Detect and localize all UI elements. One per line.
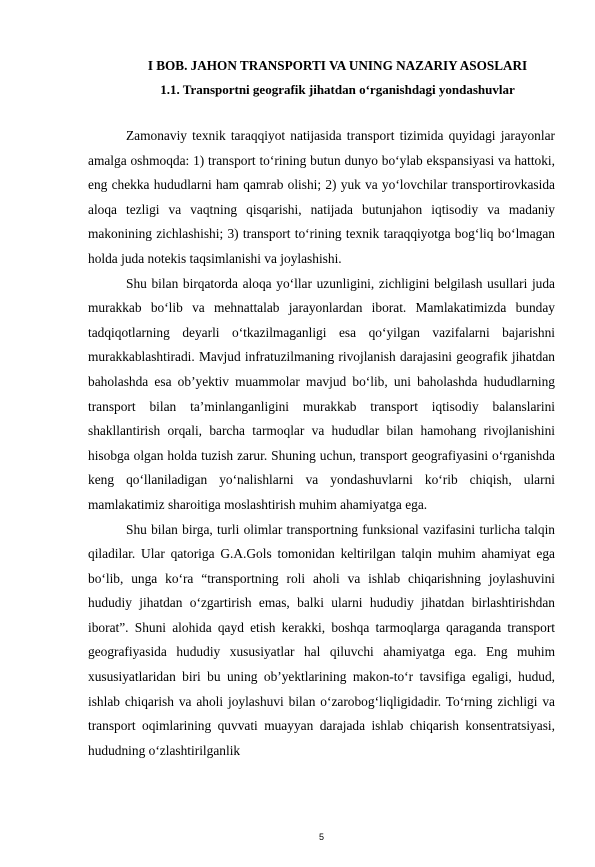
body-text [88,124,555,763]
page-number: 5 [318,832,324,842]
paragraph: Zamonaviy texnik taraqqiyot natijasida transport tizimida quyidagi jarayonlar amalga oshmoqda: 1) transport to‘rining butun dunyo bo‘ylab ekspansiyasi va hattoki, eng chekka hududlarni ham qamrab olishi; 2) yuk va yo‘lovchilar transportirovkasida aloqa tezligi va vaqtning qisqarishi, natijada butunjahon iqtisodiy va madaniy makonining zichlashishi; 3) transport to‘rining texnik taraqqiyotga bog‘liq bo‘lmagan holda juda notekis taqsimlanishi va joylashishi. [88,128,555,266]
paragraph: Shu bilan birga, turli olimlar transportning funksional vazifasini turlicha talqin qiladilar. Ular qatoriga G.A.Gols tomonidan keltirilgan talqin muhim ahamiyat ega bo‘lib, unga ko‘ra “transportning roli aholi va ishlab chiqarishning joylashuvini hududiy jihatdan o‘zgartirish emas, balki ularni hududiy jihatdan birlashtirishdan iborat”. Shuni alohida qayd etish kerakki, boshqa tarmoqlarga qaraganda transport geografiyasida hududiy xususiyatlar hal qiluvchi ahamiyatga ega. Eng muhim xususiyatlaridan biri bu uning ob’yektlarining makon-to‘r tavsifiga egaligi, hudud, ishlab chiqarish va aholi joylashuvi bilan o‘zarobog‘liqligidadir. To‘rning zichligi va transport oqimlarining quvvati muayyan darajada ishlab chiqarish konsentratsiyasi, hududning o‘zlashtirilganlik [88,521,555,758]
section-title: 1.1. Transportni geografik jihatdan o‘rganishdagi yondashuvlar [160,82,515,97]
paragraph: Shu bilan birqatorda aloqa yo‘llar uzunligini, zichligini belgilash usullari juda murakkab bo‘lib va mehnattalab jarayonlardan iborat. Mamlakatimizda bunday tadqiqotlarning deyarli o‘tkazilmaganligi esa qo‘yilgan vazifalarni bajarishni murakkablashtiradi. Mavjud infratuzilmaning rivojlanish darajasini geografik jihatdan baholashda esa ob’yektiv muammolar mavjud bo‘lib, uni baholashda hududlarning transport bilan ta’minlanganligini murakkab transport iqtisodiy balanslarini shakllantirish orqali, barcha tarmoqlar va hududlar bilan hamohang rivojlanishini hisobga olgan holda tuzish zarur. Shuning uchun, transport geografiyasini o‘rganishda keng qo‘llaniladigan yo‘nalishlarni va yondashuvlarni ko‘rib chiqish, ularni mamlakatimiz sharoitiga moslashtirish muhim ahamiyatga ega. [88,275,555,512]
chapter-title: I BOB. JAHON TRANSPORTI VA UNING NAZARIY ASOSLARI [147,58,528,73]
